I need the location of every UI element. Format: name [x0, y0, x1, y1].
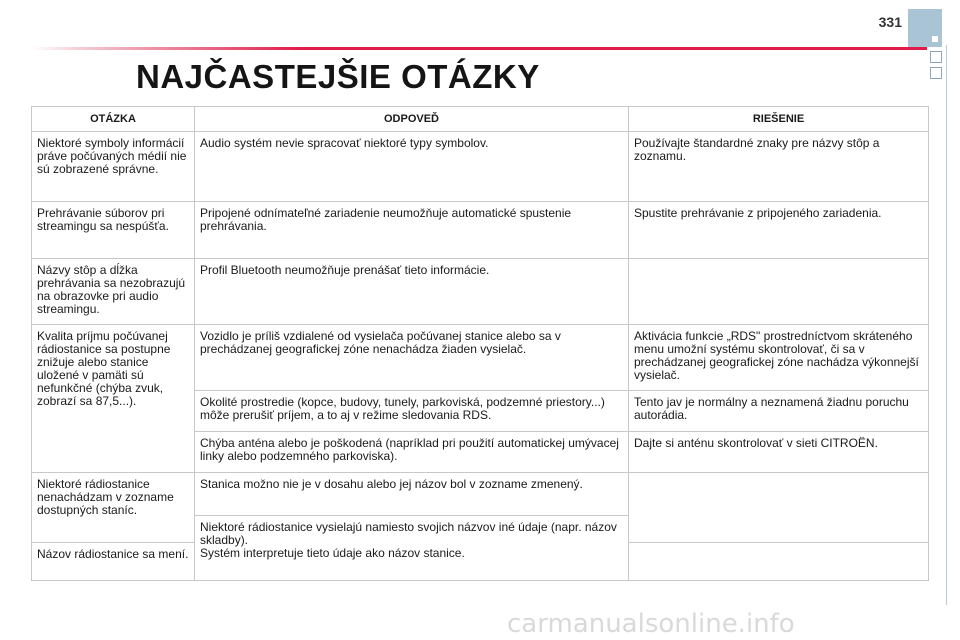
chapter-tab	[908, 9, 942, 47]
table-row	[32, 202, 929, 259]
solution-cell: Spustite prehrávanie z pripojeného zariadenia.	[629, 202, 929, 259]
question-cell: Prehrávanie súborov pri streamingu sa nespúšťa.	[32, 202, 195, 259]
column-header-question: OTÁZKA	[32, 107, 195, 132]
solution-cell: Aktivácia funkcie „RDS" prostredníctvom skráteného menu umožní systému skontrolovať, či sa v prechádzanej geografickej zóne nachádza výkonnejší vysielač.	[629, 325, 929, 391]
answer-cell: Profil Bluetooth neumožňuje prenášať tieto informácie.	[195, 259, 629, 325]
question-cell: Niektoré symboly informácií práve počúvaných médií nie sú zobrazené správne.	[32, 132, 195, 202]
page-title: NAJČASTEJŠIE OTÁZKY	[136, 58, 540, 95]
table-header-row	[32, 107, 929, 132]
table-row	[32, 132, 929, 202]
nav-square-2	[930, 67, 942, 79]
answer-cell: Pripojené odnímateľné zariadenie neumožňuje automatické spustenie prehrávania.	[195, 202, 629, 259]
nav-square-1	[930, 51, 942, 63]
page-number: 331	[878, 14, 902, 30]
question-cell: Názvy stôp a dĺžka prehrávania sa nezobrazujú na obrazovke pri audio streamingu.	[32, 259, 195, 325]
table-row	[32, 473, 929, 516]
solution-cell	[629, 259, 929, 325]
solution-cell: Tento jav je normálny a neznamená žiadnu poruchu autorádia.	[629, 391, 929, 432]
answer-cell: Vozidlo je príliš vzdialené od vysielača počúvanej stanice alebo sa v prechádzanej geografickej zóne nenachádza žiaden vysielač.	[195, 325, 629, 391]
answer-cell: Okolité prostredie (kopce, budovy, tunely, parkoviská, podzemné priestory...) môže prerušiť príjem, a to aj v režime sledovania RDS.	[195, 391, 629, 432]
solution-cell	[629, 473, 929, 543]
faq-table	[31, 106, 929, 581]
question-cell: Kvalita príjmu počúvanej rádiostanice sa postupne znižuje alebo stanice uložené v pamäti sú nefunkčné (chýba zvuk, zobrazí sa 87,5...).	[32, 325, 195, 473]
solution-cell	[629, 543, 929, 581]
question-cell: Názov rádiostanice sa mení.	[32, 543, 195, 581]
solution-cell: Dajte si anténu skontrolovať v sieti CITROËN.	[629, 432, 929, 473]
sidebar-divider	[946, 45, 947, 605]
shared-answer-cell: Niektoré rádiostanice vysielajú namiesto svojich názvov iné údaje (napr. názov skladby). Systém interpretuje tieto údaje ako názov stanice.	[195, 516, 629, 581]
column-header-solution: RIEŠENIE	[629, 107, 929, 132]
tab-marker	[932, 36, 938, 42]
answer-cell: Stanica možno nie je v dosahu alebo jej názov bol v zozname zmenený.	[195, 473, 629, 516]
column-header-answer: ODPOVEĎ	[195, 107, 629, 132]
answer-cell: Audio systém nevie spracovať niektoré typy symbolov.	[195, 132, 629, 202]
answer-cell: Chýba anténa alebo je poškodená (napríklad pri použití automatickej umývacej linky alebo podzemného parkoviska).	[195, 432, 629, 473]
watermark: carmanualsonline.info	[507, 609, 795, 639]
question-cell: Niektoré rádiostanice nenachádzam v zozname dostupných staníc.	[32, 473, 195, 543]
table-row	[32, 325, 929, 391]
solution-cell: Používajte štandardné znaky pre názvy stôp a zoznamu.	[629, 132, 929, 202]
table-row	[32, 259, 929, 325]
header-rule	[32, 47, 927, 50]
